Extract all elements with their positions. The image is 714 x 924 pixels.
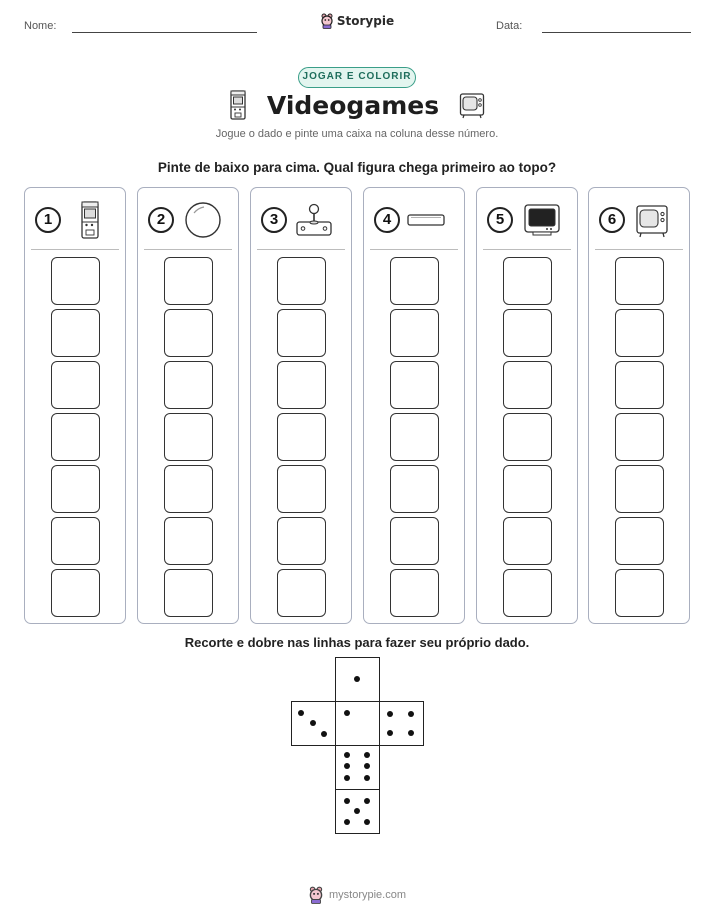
column-1 [24, 187, 126, 624]
die-face [291, 701, 336, 746]
activity-badge: JOGAR E COLORIR [298, 67, 416, 88]
arcade-cabinet-icon [79, 201, 101, 239]
die-face [335, 657, 380, 702]
column-3 [250, 187, 352, 624]
date-line [542, 32, 691, 33]
color-box[interactable] [277, 465, 326, 513]
color-box[interactable] [503, 465, 552, 513]
color-box[interactable] [51, 465, 100, 513]
color-box[interactable] [164, 361, 213, 409]
column-number: 1 [35, 207, 61, 233]
subtitle: Jogue o dado e pinte uma caixa na coluna desse número. [215, 128, 499, 140]
color-box[interactable] [277, 361, 326, 409]
color-box[interactable] [277, 309, 326, 357]
color-box[interactable] [164, 569, 213, 617]
retro-tv-icon [635, 202, 669, 238]
columns-grid [24, 187, 690, 624]
joystick-icon [295, 202, 333, 238]
storypie-mascot-icon [320, 13, 334, 29]
color-box[interactable] [51, 413, 100, 461]
die-face [335, 789, 380, 834]
color-box[interactable] [390, 309, 439, 357]
crt-monitor-icon [523, 203, 561, 237]
die-face [335, 745, 380, 790]
color-box[interactable] [615, 309, 664, 357]
color-box[interactable] [615, 569, 664, 617]
column-header [374, 200, 458, 240]
arcade-cabinet-icon [229, 90, 247, 120]
color-box[interactable] [503, 517, 552, 565]
color-box[interactable] [277, 257, 326, 305]
footer [0, 886, 714, 904]
instruction: Pinte de baixo para cima. Qual figura chega primeiro ao topo? [157, 160, 557, 175]
color-box[interactable] [164, 413, 213, 461]
color-box[interactable] [164, 309, 213, 357]
color-box[interactable] [390, 569, 439, 617]
die-face [379, 701, 424, 746]
column-number: 4 [374, 207, 400, 233]
name-line [72, 32, 257, 33]
color-box[interactable] [51, 569, 100, 617]
color-box[interactable] [615, 465, 664, 513]
date-label: Data: [496, 20, 523, 32]
name-label: Nome: [24, 20, 57, 32]
column-5 [476, 187, 578, 624]
footer-url[interactable]: mystorypie.com [328, 889, 407, 901]
color-box[interactable] [390, 465, 439, 513]
retro-tv-icon [459, 91, 485, 119]
color-box[interactable] [390, 517, 439, 565]
color-box[interactable] [615, 517, 664, 565]
color-box[interactable] [51, 361, 100, 409]
column-6 [588, 187, 690, 624]
column-number: 3 [261, 207, 287, 233]
color-box[interactable] [277, 413, 326, 461]
color-box[interactable] [503, 361, 552, 409]
color-box[interactable] [615, 257, 664, 305]
storypie-mascot-icon [308, 886, 324, 904]
title-row [0, 90, 714, 120]
color-box[interactable] [164, 257, 213, 305]
color-box[interactable] [390, 257, 439, 305]
column-number: 6 [599, 207, 625, 233]
column-2 [137, 187, 239, 624]
color-box[interactable] [503, 257, 552, 305]
color-box[interactable] [164, 465, 213, 513]
column-header [35, 200, 119, 240]
color-box[interactable] [277, 517, 326, 565]
die-instruction: Recorte e dobre nas linhas para fazer seu próprio dado. [184, 635, 530, 650]
column-number: 2 [148, 207, 174, 233]
color-box[interactable] [615, 361, 664, 409]
color-box[interactable] [277, 569, 326, 617]
color-box[interactable] [51, 517, 100, 565]
page-title: Videogames [266, 90, 440, 120]
ball-icon [184, 201, 222, 239]
color-box[interactable] [503, 569, 552, 617]
column-header [261, 200, 345, 240]
column-header [487, 200, 571, 240]
brand-logo [0, 13, 714, 29]
color-box[interactable] [390, 361, 439, 409]
color-box[interactable] [164, 517, 213, 565]
color-box[interactable] [51, 257, 100, 305]
column-number: 5 [487, 207, 513, 233]
color-box[interactable] [615, 413, 664, 461]
console-icon [406, 213, 446, 227]
column-header [599, 200, 683, 240]
color-box[interactable] [503, 309, 552, 357]
column-4 [363, 187, 465, 624]
color-box[interactable] [503, 413, 552, 461]
color-box[interactable] [51, 309, 100, 357]
brand-name: Storypie [336, 14, 395, 28]
column-header [148, 200, 232, 240]
die-face [335, 701, 380, 746]
color-box[interactable] [390, 413, 439, 461]
